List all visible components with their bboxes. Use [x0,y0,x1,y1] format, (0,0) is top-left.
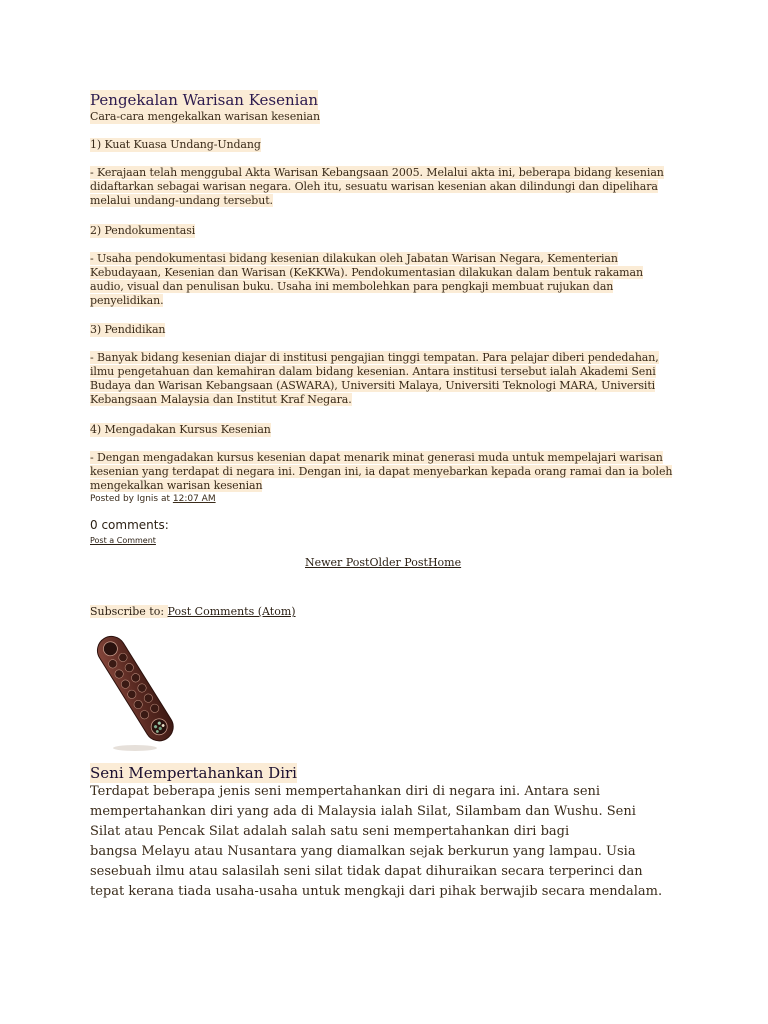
body-line: bangsa Melayu atau Nusantara yang diamalkan sejak berkurun yang lampau. Usia [90,844,636,859]
body-line: mempertahankan diri yang ada di Malaysia ialah Silat, Silambam dan Wushu. Seni [90,804,636,819]
body-line: Silat atau Pencak Silat adalah salah satu seni mempertahankan diri bagi [90,824,570,839]
paragraph-line: melalui undang-undang tersebut. [90,194,273,207]
paragraph-line: - Kerajaan telah menggubal Akta Warisan Kebangsaan 2005. Melalui akta ini, beberapa bidang kesenian [90,166,664,179]
blog-pager [305,556,461,569]
post-timestamp-link[interactable]: 12:07 AM [172,494,216,504]
paragraph-line: Budaya dan Warisan Kebangsaan (ASWARA), Universiti Malaya, Universiti Teknologi MARA, Universiti [90,379,656,392]
body-line: tepat kerana tiada usaha-usaha untuk mengkaji dari pihak berwajib secara mendalam. [90,884,663,899]
posted-by-label: Posted by Ignis at [90,494,173,504]
paragraph-line: mengekalkan warisan kesenian [90,479,263,492]
section-heading-3: 3) Pendidikan [90,323,166,336]
post-comment-link[interactable]: Post a Comment [90,536,156,545]
section-heading-4: 4) Mengadakan Kursus Kesenian [90,423,271,436]
paragraph-line: Kebangsaan Malaysia dan Institut Kraf Negara. [90,393,352,406]
post-footer [90,494,216,504]
paragraph-line: Kebudayaan, Kesenian dan Warisan (KeKKWa). Pendokumentasian dilakukan dalam bentuk rakaman [90,266,643,279]
next-section-title: Seni Mempertahankan Diri [90,764,297,782]
body-line: Terdapat beberapa jenis seni mempertahankan diri di negara ini. Antara seni [90,784,601,799]
body-line: sesebuah ilmu atau salasilah seni silat tidak dapat dihuraikan secara terperinci dan [90,864,643,879]
section-paragraph-1 [90,166,675,208]
post-subtitle: Cara-cara mengekalkan warisan kesenian [90,110,320,123]
subscribe-label: Subscribe to: [90,605,168,618]
section-paragraph-4 [90,451,675,493]
paragraph-line: didaftarkan sebagai warisan negara. Oleh itu, sesuatu warisan kesenian akan dilindungi dan dipelihara [90,180,658,193]
paragraph-line: kesenian yang terdapat di negara ini. Dengan ini, ia dapat menyebarkan kepada orang ramai dan ia boleh [90,465,673,478]
section-heading-2: 2) Pendokumentasi [90,224,196,237]
paragraph-line: penyelidikan. [90,294,164,307]
paragraph-line: audio, visual dan penulisan buku. Usaha ini membolehkan para pengkaji membuat rujukan dan [90,280,614,293]
newer-post-link[interactable]: Newer Post [305,556,370,569]
next-section-body [90,782,680,902]
subscribe-atom-link[interactable]: Post Comments (Atom) [167,605,296,618]
paragraph-line: - Banyak bidang kesenian diajar di institusi pengajian tinggi tempatan. Para pelajar diberi pendedahan, [90,351,659,364]
section-paragraph-3 [90,351,675,407]
older-post-link[interactable]: Older Post [369,556,428,569]
subscribe-row [90,605,296,618]
congkak-board-image [92,628,178,752]
post-title: Pengekalan Warisan Kesenian [90,91,319,109]
paragraph-line: ilmu pengetahuan dan kemahiran dalam bidang kesenian. Antara institusi tersebut ialah Akademi Seni [90,365,656,378]
comments-heading: 0 comments: [90,518,169,532]
section-paragraph-2 [90,252,675,308]
section-heading-1: 1) Kuat Kuasa Undang-Undang [90,138,261,151]
paragraph-line: - Dengan mengadakan kursus kesenian dapat menarik minat generasi muda untuk mempelajari warisan [90,451,663,464]
paragraph-line: - Usaha pendokumentasi bidang kesenian dilakukan oleh Jabatan Warisan Negara, Kementerian [90,252,618,265]
home-link[interactable]: Home [427,556,462,569]
